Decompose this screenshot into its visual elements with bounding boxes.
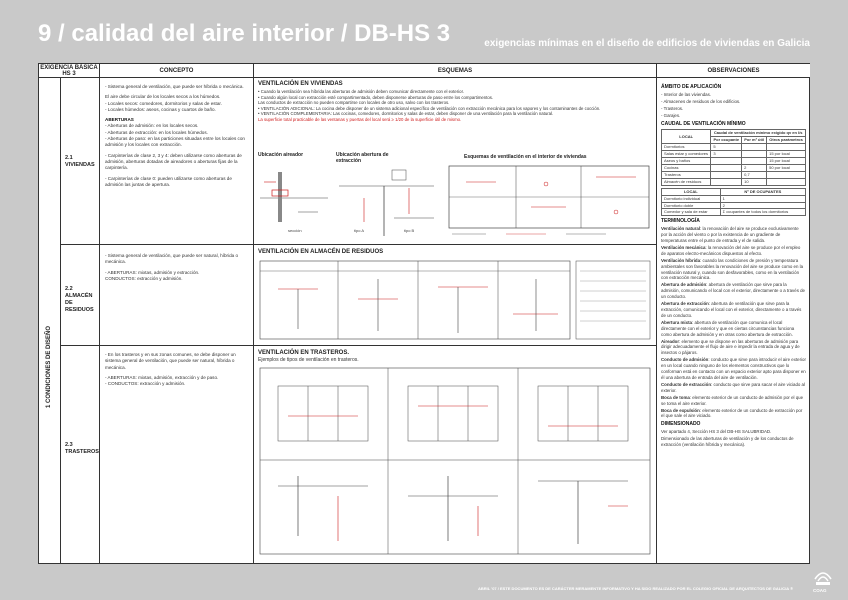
row-num-cell: [61, 245, 100, 345]
row-almacen-residuos: [61, 245, 657, 346]
concept-cell: [100, 245, 254, 345]
col-esquemas: ESQUEMAS: [254, 64, 657, 78]
schema-title: VENTILACIÓN EN VIVIENDAS: [258, 81, 343, 87]
vivienda-plan-sketch: [446, 162, 654, 242]
concept-text: - Sistema general de ventilación, que puede ser natural, híbrida o mecánica. - ABERTURAS: mixtas, admisión y extracción. CONDUCTOS: extracción y admisión.: [105, 253, 239, 281]
row-viviendas: [61, 78, 657, 245]
row-name: ALMACÉN DE RESIDUOS: [65, 293, 94, 313]
ocupantes-table: LOCAL Nº DE OCUPANTES Dormitorio individual 1 Dormitorio doble 2 Comedor y sala de estar Σ ocupantes de todos los dormitorios: [661, 188, 806, 217]
logo-label: COAG: [813, 588, 827, 593]
extraccion-sketch: [334, 166, 444, 238]
svg-text:tipo A: tipo A: [354, 228, 365, 233]
row-name: TRASTEROS: [65, 449, 99, 455]
caudal-table: LOCAL Caudal de ventilación mínimo exigido qv en l/s Por ocupante Por m² útil Otros parámetros Dormitorios 5 Salas estar y comedores 3 15 por local Aseos y baños 15 por local Cocinas 2 50 por local Trasteros 0,7 Almacén de residuos 10: [661, 129, 806, 185]
row-number: 2.3: [65, 442, 73, 448]
row-trasteros: [61, 346, 657, 564]
row-num-cell: [61, 346, 100, 564]
caudal-title: CAUDAL DE VENTILACIÓN MÍNIMO: [661, 120, 746, 127]
schema-subtitle: Ejemplos de tipos de ventilación en trasteros.: [258, 357, 359, 363]
concept-cell: [100, 78, 254, 244]
terminologia-list: Ventilación natural: la renovación del aire se produce exclusivamente por la acción del viento o por la existencia de un gradiente de temperaturas entre el punto de entrada y el de salida. Ventilación mecánica: la renovación del aire se produce por el empleo de aparatos electro-mecánicos dispuestos al efecto. Ventilación híbrida: cuando las condiciones de presión y temperatura ambientales son favorables la renovación del aire se produce como en la ventilación natural y, cuando son desfavorables, como en la ventilación con extracción mecánica. Abertura de admisión: abertura de ventilación que sirve para la admisión, comunicando el local con el exterior, directamente o a través de un conducto. Abertura de extracción: abertura de ventilación que sirve para la extracción, comunicando el local con el exterior, directamente o a través de un conducto. Abertura mixta: abertura de ventilación que comunica el local directamente con el exterior y que en ciertas circunstancias funciona como abertura de admisión y en otras como abertura de extracción. Aireador: elemento que se dispone en las aberturas de admisión para dirigir adecuadamente el flujo de aire e impedir la entrada de agua y de insectos o pájaros. Conducto de admisión: conducto que sirve para introducir el aire exterior en un local cuando ninguno de los elementos constructivos que lo conforman está en contacto con un espacio exterior apto para disponer en él una abertura de entrada del aire de ventilación. Conducto de extracción: conducto que sirve para sacar el aire viciado al exterior. Boca de toma: elemento exterior de un conducto de admisión por el que se toma el aire exterior. Boca de expulsión: elemento exterior de un conducto de extracción por el que sale el aire viciado.: [661, 226, 806, 419]
section-label: 1 CONDICIONES DE DISEÑO: [46, 325, 52, 408]
schema-notes: • Cuando la ventilación sea híbrida las aberturas de admisión deben comunicar directamente con el exterior. • Cuando algún local con extracción esté compartimentado, deben disponerse aberturas de paso entre los compartimentos. Las conductos de extracción no pueden compartirse con locales de otro uso, salvo con los trasteros. • VENTILACIÓN ADICIONAL: La cocina debe disponer de un sistema adicional específico de ventilación con extracción mecánica para los vapores y los contaminantes de cocción. • VENTILACIÓN COMPLEMENTARIA: Las cocinas, comedores, dormitorios y salas de estar, deben disponer de una ventilación para la ventilación natural. La superficie total practicable de las ventanas y puertas del local será ≥ 1/20 de la superficie útil de mismo.: [258, 89, 601, 122]
svg-text:tipo B: tipo B: [404, 228, 415, 233]
row-number: 2.2: [65, 286, 73, 292]
col-concepto: CONCEPTO: [100, 64, 254, 78]
schema-title: VENTILACIÓN EN ALMACÉN DE RESIDUOS: [258, 249, 384, 255]
concept-text: - Sistema general de ventilación, que puede ser híbrida o mecánica. El aire debe circular de los locales secos a los húmedos. - Locales secos: comedores, dormitorios y salas de estar. - Locales húmedos: aseos, cocinas y cuartos de baño. ABERTURAS - Aberturas de admisión: en los locales secos. - Aberturas de extracción: en los locales húmedos. - Aberturas de paso: en las particiones situadas entre los locales con admisión y los locales con extracción. - Carpinterías de clase 2, 3 y 4: deben utilizarse como aberturas de admisión, aberturas dotadas de aireadores o aberturas fijas de la carpintería. - Carpinterías de clase 0: pueden utilizarse como aberturas de admisión las juntas de apertura.: [105, 84, 245, 187]
almacen-sketch: [258, 259, 653, 343]
row-num-cell: [61, 78, 100, 244]
label-extraccion: Ubicación abertura de extracción: [336, 152, 389, 164]
terminologia-title: TERMINOLOGÍA: [661, 218, 700, 225]
row-number: 2.1: [65, 155, 73, 161]
row-name: VIVIENDAS: [65, 162, 95, 168]
dimensionado-title: DIMENSIONADO: [661, 421, 701, 428]
page-subtitle: exigencias mínimas en el diseño de edificios de viviendas en Galicia: [484, 38, 810, 49]
schema-cell: [254, 78, 657, 244]
concept-text: - En los trasteros y en sus zonas comunes, se debe disponer un sistema general de ventilación, que puede ser natural, híbrida o mecánica. - ABERTURAS: mixtas, admisión, extracción y de paso. - CONDUCTOS: extracción y admisión.: [105, 352, 236, 387]
schema-cell: [254, 346, 657, 564]
schema-title: VENTILACIÓN EN TRASTEROS.: [258, 350, 350, 356]
page-title: 9 / calidad del aire interior / DB-HS 3: [38, 20, 451, 47]
label-aireador: Ubicación aireador: [258, 152, 304, 158]
section-column: [39, 78, 61, 564]
schema-cell: [254, 245, 657, 345]
observaciones-panel: ÁMBITO DE APLICACIÓN - Interior de las viviendas. - Almacenes de residuos de los edificios. - Trasteros. - Garajes. CAUDAL DE VENTILACIÓN MÍNIMO LOCAL Caudal de ventilación mínimo exigido qv en l/s Por ocupante Por m² útil Otros parámetros Dormitorios 5 Salas estar y comedores 3 15 por local Aseos y baños 15 por local Cocinas 2 50 por local Trasteros 0,7 Almacén de residuos 10 LOCAL Nº DE OCUPANTES Dormitorio individual 1 Dormitorio doble 2 Comedor y sala de estar Σ ocupantes de todos los dormitorios TERMINOLOGÍA Ventilación natural: la renovación del aire se produce exclusivamente por la acción del viento o por la existencia de un gradiente de temperaturas entre el punto de entrada y el de salida. Ventilación mecánica: la renovación del aire se produce por el empleo de aparatos electro-mecánicos dispuestos al efecto. Ventilación híbrida: cuando las condiciones de presión y temperatura ambientales son favorables la renovación del aire se produce como en la ventilación natural y, cuando son desfavorables, como en la ventilación con extracción mecánica. Abertura de admisión: abertura de ventilación que sirve para la admisión, comunicando el local con el exterior, directamente o a través de un conducto. Abertura de extracción: abertura de ventilación que sirve para la extracción, comunicando el local con el exterior, directamente o a través de un conducto. Abertura mixta: abertura de ventilación que comunica el local directamente con el exterior y que en ciertas circunstancias funciona como abertura de admisión y en otras como abertura de extracción. Aireador: elemento que se dispone en las aberturas de admisión para dirigir adecuadamente el flujo de aire e impedir la entrada de agua y de insectos o pájaros. Conducto de admisión: conducto que sirve para introducir el aire exterior en un local cuando ninguno de los elementos constructivos que lo conforman está en contacto con un espacio exterior apto para disponer en él una abertura de entrada del aire de ventilación. Conducto de extracción: conducto que sirve para sacar el aire viciado al exterior. Boca de toma: elemento exterior de un conducto de admisión por el que se toma el aire exterior. Boca de expulsión: elemento exterior de un conducto de extracción por el que sale el aire viciado. DIMENSIONADO Ver apartado 4, Sección HS 3 del DB-HS SALUBRIDAD. Dimensionado de las aberturas de ventilación y de los conductos de extracción (ventilación híbrida y mecánica).: [661, 84, 806, 448]
svg-text:sección: sección: [288, 228, 302, 233]
footer-text: ABRIL '07 / ESTE DOCUMENTO ES DE CARÁCTER MERAMENTE INFORMATIVO Y HA SIDO REALIZADO POR EL COLEGIO OFICIAL DE ARQUITECTOS DE GALICIA ®: [478, 586, 794, 591]
document-sheet: [38, 63, 810, 564]
label-esquemas-vivienda: Esquemas de ventilación en el interior de viviendas: [464, 154, 587, 160]
col-exigencia: EXIGENCIA BÁSICA HS 3: [39, 64, 100, 78]
trasteros-sketch: [258, 366, 653, 560]
ambito-title: ÁMBITO DE APLICACIÓN: [661, 84, 722, 90]
concept-cell: [100, 346, 254, 564]
col-observaciones: OBSERVACIONES: [657, 64, 810, 78]
aireador-sketch: [258, 168, 330, 238]
